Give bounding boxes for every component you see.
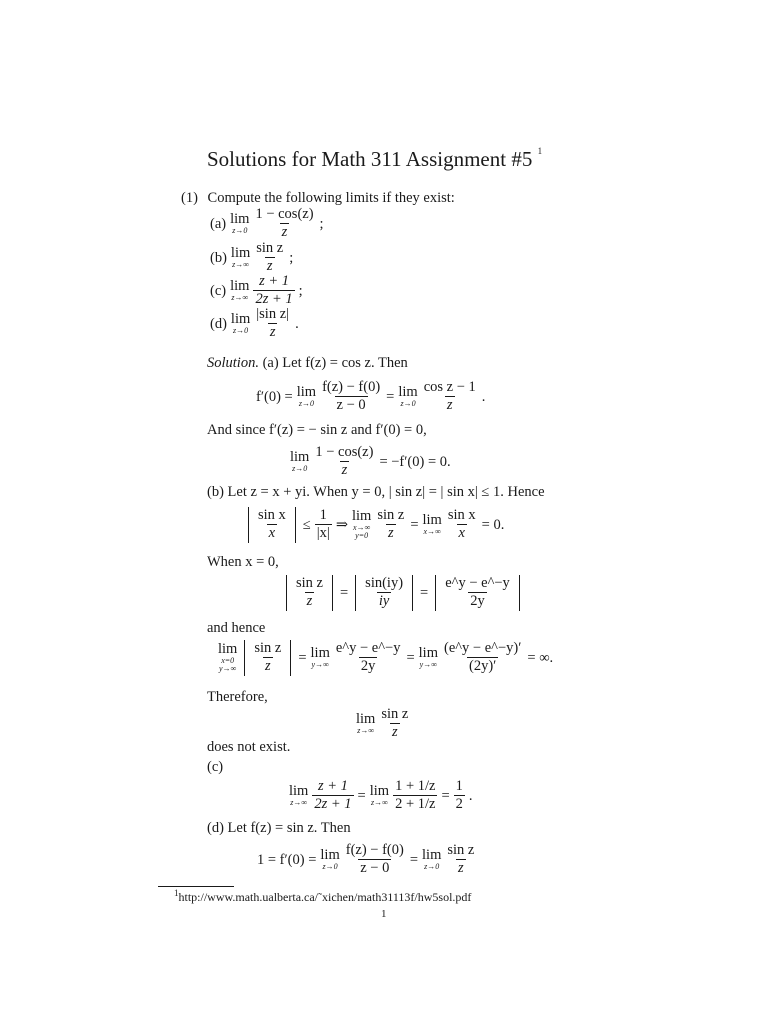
less-equal-sign: ≤ (302, 516, 311, 533)
limit-operator: lim x→∞ y=0 (351, 508, 372, 541)
fraction: $\frac{\text{sin z}}{z}$ (254, 640, 282, 675)
solution-c-label: (c) (207, 759, 224, 775)
limit-operator: lim z→0 (230, 211, 250, 235)
equals-sign: = (410, 516, 419, 533)
part-label: (c) (210, 282, 227, 299)
abs-bar (519, 575, 520, 611)
part-punctuation: ; (289, 249, 294, 266)
limit-operator: lim y→∞ (418, 645, 438, 669)
abs-bar (412, 575, 413, 611)
limit-operator: lim z→0 (422, 847, 442, 871)
equation-punctuation: . (468, 787, 473, 804)
limit-operator: lim x=0 y→∞ (218, 641, 238, 674)
part-label: (a) (210, 215, 227, 232)
solution-b-and-hence: and hence (207, 620, 266, 636)
problem-part-b (210, 240, 293, 276)
equation-lhs: 1 = f′(0) = (257, 851, 317, 868)
fraction: $\frac{\text{sin x}}{x}$ (258, 507, 286, 542)
fraction: $\frac{(e\^{}y - e\^{}-y)'}{(2y)'}$ (443, 640, 522, 675)
fraction: $\frac{e\^{}y - e\^{}-y}{2y}$ (445, 575, 510, 610)
solution-b-intro: (b) Let z = x + yi. When y = 0, | sin z| = | sin x| ≤ 1. Hence (207, 484, 545, 500)
equation-rhs: = ∞. (527, 649, 554, 666)
problem-part-c (210, 273, 303, 309)
page-title (207, 146, 543, 171)
fraction: $\frac{1 - \cos(z)}{z}$ (315, 444, 374, 479)
fraction: $\frac{\text{sin z}}{z}$ (296, 575, 323, 610)
fraction: $\frac{1 + 1/z}{2 + 1/z}$ (395, 778, 436, 813)
equation-rhs: = 0. (481, 516, 505, 533)
limit-operator: lim z→0 (290, 449, 310, 473)
solution-b-when: When x = 0, (207, 554, 279, 570)
part-punctuation: ; (298, 282, 303, 299)
problem-number: (1) (181, 190, 198, 206)
abs-bar (290, 640, 291, 676)
equals-sign: = (339, 584, 349, 601)
part-label: (b) (210, 249, 227, 266)
fraction: $\frac{z + 1}{2z + 1}$ (255, 273, 293, 308)
fraction: $\frac{z + 1}{2z + 1}$ (314, 778, 352, 813)
problem-statement (181, 191, 455, 206)
equation-a-result (290, 444, 451, 480)
fraction: $\frac{\text{sin x}}{x}$ (447, 507, 476, 542)
footnote (174, 888, 472, 904)
limit-operator: lim z→∞ (369, 783, 390, 807)
fraction: $\frac{1 - \cos(z)}{z}$ (255, 206, 314, 241)
abs-bar (435, 575, 436, 611)
part-punctuation: ; (319, 215, 324, 232)
limit-operator: lim z→∞ (356, 711, 376, 735)
solution-a-since: And since f′(z) = − sin z and f′(0) = 0, (207, 422, 427, 438)
abs-bar (355, 575, 356, 611)
problem-part-d (210, 306, 299, 342)
limit-operator: lim z→∞ (230, 278, 250, 302)
part-punctuation: . (295, 315, 299, 332)
footnote-mark: 1 (174, 888, 179, 898)
abs-bar (286, 575, 287, 611)
solution-a-intro (207, 356, 408, 371)
limit-operator: lim z→∞ (289, 783, 309, 807)
fraction: $\frac{\sin(iy)}{iy}$ (365, 575, 404, 610)
equals-sign: = (357, 787, 366, 804)
equation-a-derivative (256, 379, 485, 415)
fraction: $\frac{f(z) - f(0)}{z - 0}$ (322, 379, 381, 414)
fraction: $\frac{\text{sin z}}{z}$ (377, 507, 405, 542)
solution-d-intro: (d) Let f(z) = sin z. Then (207, 820, 351, 836)
limit-operator: lim z→0 (320, 847, 340, 871)
limit-operator: lim z→0 (398, 384, 418, 408)
solution-a-text: (a) Let f(z) = cos z. Then (262, 355, 408, 371)
solution-b-dne: does not exist. (207, 739, 291, 755)
equals-sign: = (441, 787, 450, 804)
equals-sign: = (406, 649, 415, 666)
equation-b-limit (218, 640, 553, 676)
equation-d (257, 842, 476, 878)
fraction: $\frac{\text{sin z}}{z}$ (381, 706, 409, 741)
fraction: $\frac{e\^{}y - e\^{}-y}{2y}$ (335, 640, 401, 675)
page-number: 1 (381, 908, 387, 920)
title-text: Solutions for Math 311 Assignment #5 (207, 147, 533, 171)
part-label: (d) (210, 315, 227, 332)
fraction: $\frac{\text{sin z}}{z}$ (447, 842, 475, 877)
fraction: $\frac{\text{cos z − 1}}{z}$ (423, 379, 476, 414)
abs-bar (248, 507, 249, 543)
equation-b-conclusion (356, 706, 410, 742)
abs-bar (295, 507, 296, 543)
abs-bar (332, 575, 333, 611)
problem-part-a (210, 206, 324, 242)
abs-bar (244, 640, 245, 676)
equation-b-bound (245, 507, 504, 543)
problem-prompt: Compute the following limits if they exist: (207, 190, 455, 206)
limit-operator: lim z→0 (230, 311, 251, 335)
fraction: $\frac{1}{2}$ (455, 778, 463, 813)
footnote-url[interactable]: http://www.math.ualberta.ca/˜xichen/math31113f/hw5sol.pdf (178, 890, 472, 904)
solution-label: Solution. (207, 355, 259, 371)
solution-b-therefore: Therefore, (207, 689, 268, 705)
equation-rhs: = −f′(0) = 0. (379, 453, 451, 470)
equation-punctuation: . (481, 388, 486, 405)
equals-sign: = (420, 584, 429, 601)
title-footnote-mark: 1 (537, 146, 543, 156)
equals-sign: = (386, 388, 395, 405)
fraction: $\frac{\text{sin z}}{z}$ (256, 240, 284, 275)
limit-operator: lim z→∞ (230, 245, 251, 269)
fraction: $\frac{\text{|sin z|}}{z}$ (256, 306, 290, 341)
equation-b-imaginary (283, 575, 523, 611)
equals-sign: = (409, 851, 419, 868)
limit-operator: lim z→0 (296, 384, 317, 408)
fraction: $\frac{1}{|x|}$ (316, 507, 330, 542)
footnote-rule (158, 886, 234, 887)
equals-sign: = (298, 649, 307, 666)
equation-c (289, 778, 473, 814)
limit-operator: lim y→∞ (310, 645, 330, 669)
fraction: $\frac{f(z) - f(0)}{z - 0}$ (345, 842, 404, 877)
implies-sign: ⇒ (335, 516, 348, 533)
equation-lhs: f′(0) = (256, 388, 293, 405)
limit-operator: lim x→∞ (422, 512, 442, 536)
